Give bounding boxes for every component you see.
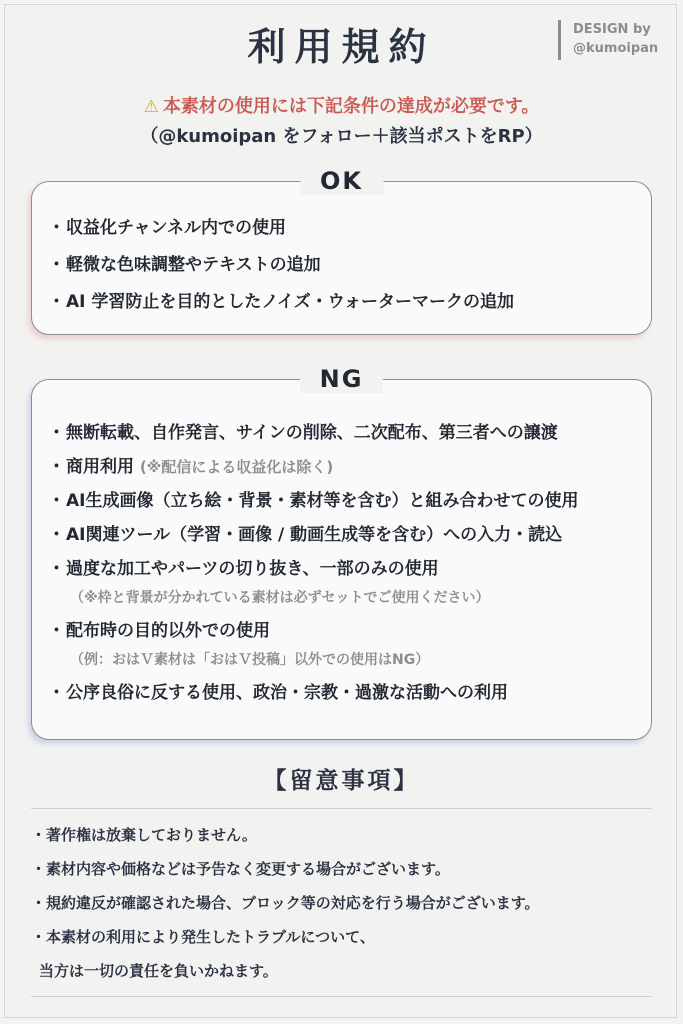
notice-item-continuation: 当方は一切の責任を負いかねます。 <box>39 962 278 980</box>
list-item <box>48 247 514 284</box>
ng-item-text: AI生成画像（立ち絵・背景・素材等を含む）と組み合わせての使用 <box>66 491 579 511</box>
ng-item-note: （※枠と背景が分かれている素材は必ずセットでご使用ください） <box>70 590 490 606</box>
bullet: ・ <box>48 255 65 275</box>
notice-list <box>31 818 540 988</box>
credit-line-2: @kumoipan <box>573 41 659 56</box>
bullet: ・ <box>48 423 65 443</box>
bullet: ・ <box>48 218 65 238</box>
ng-item-text: 過度な加工やパーツの切り抜き、一部のみの使用 <box>66 559 439 579</box>
notice-item-text: 規約違反が確認された場合、ブロック等の対応を行う場合がございます。 <box>46 894 540 912</box>
bullet: ・ <box>48 457 65 477</box>
ok-item-text: 軽微な色味調整やテキストの追加 <box>66 255 321 275</box>
list-item <box>48 210 514 247</box>
list-item <box>48 450 578 484</box>
bullet: ・ <box>48 683 65 703</box>
ng-list <box>48 416 578 710</box>
ng-item-text: AI関連ツール（学習・画像 / 動画生成等を含む）への入力・読込 <box>66 525 563 545</box>
list-item <box>31 818 540 852</box>
notice-item-text: 著作権は放棄しておりません。 <box>46 826 257 844</box>
ng-item-parenthetical: (※配信による収益化は除く) <box>139 458 334 476</box>
ng-item-text: 配布時の目的以外での使用 <box>66 621 270 641</box>
bullet: ・ <box>48 621 65 641</box>
divider <box>31 808 652 809</box>
bullet: ・ <box>31 894 47 912</box>
bullet: ・ <box>48 559 65 579</box>
ng-item-text: 無断転載、自作発言、サインの削除、二次配布、第三者への譲渡 <box>66 423 558 443</box>
bullet: ・ <box>48 491 65 511</box>
credit-line-1: DESIGN by <box>573 22 651 37</box>
ok-card <box>31 167 652 335</box>
warning-text: 本素材の使用には下記条件の達成が必要です。 <box>162 96 540 117</box>
notice-item-text: 素材内容や価格などは予告なく変更する場合がございます。 <box>46 860 450 878</box>
bullet: ・ <box>48 292 65 312</box>
list-item <box>48 518 578 552</box>
list-item <box>48 614 578 648</box>
list-item <box>48 416 578 450</box>
list-item <box>48 676 578 710</box>
ng-item-note: （例：おはＶ素材は「おはＶ投稿」以外での使用はNG） <box>70 652 430 668</box>
page-title: 利用規約 <box>247 25 436 69</box>
ok-label: OK <box>300 167 383 195</box>
notice-item-text: 本素材の利用により発生したトラブルについて、 <box>46 928 375 946</box>
design-credit <box>558 20 658 60</box>
list-item <box>31 920 540 954</box>
ng-item-text: 商用利用 <box>66 457 134 477</box>
warning-icon: ⚠ <box>143 97 159 117</box>
warning-line <box>0 92 683 118</box>
list-item <box>31 886 540 920</box>
ok-item-text: 収益化チャンネル内での使用 <box>66 218 286 238</box>
list-item <box>48 552 578 586</box>
bullet: ・ <box>31 928 47 946</box>
ok-list <box>48 210 514 321</box>
bullet: ・ <box>31 826 47 844</box>
divider <box>31 996 652 997</box>
warning-subtext: （@kumoipan をフォロー＋該当ポストをRP） <box>140 126 543 147</box>
ng-label: NG <box>300 365 384 393</box>
list-item <box>31 852 540 886</box>
bullet: ・ <box>48 525 65 545</box>
ok-item-text: AI 学習防止を目的としたノイズ・ウォーターマークの追加 <box>66 292 515 312</box>
notice-title: 【留意事項】 <box>263 768 420 794</box>
ng-item-text: 公序良俗に反する使用、政治・宗教・過激な活動への利用 <box>66 683 508 703</box>
ng-card <box>31 365 652 740</box>
bullet: ・ <box>31 860 47 878</box>
list-item <box>48 484 578 518</box>
list-item <box>48 284 514 321</box>
